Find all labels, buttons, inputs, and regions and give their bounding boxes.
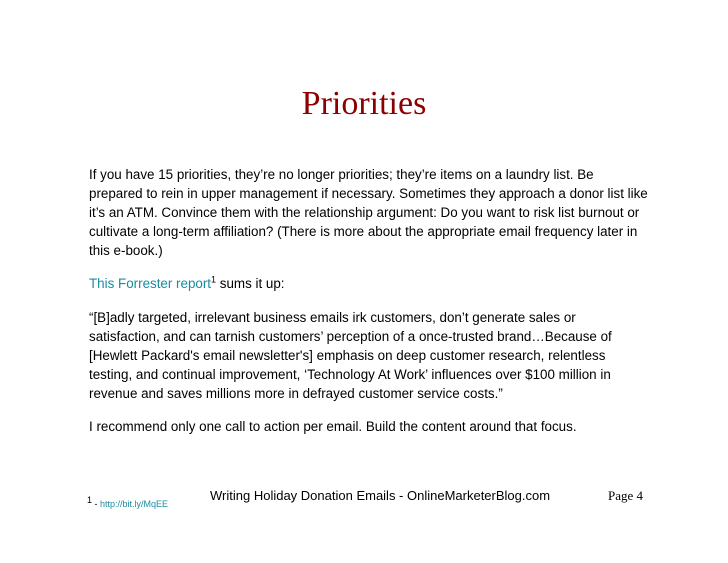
forrester-report-link[interactable]: This Forrester report [89,276,212,291]
quote-paragraph: “[B]adly targeted, irrelevant business emails irk customers, don’t generate sales or satisfaction, and can tarnish customers’ perception of a once-trusted brand…Because of [Hewlett Packard's email newsletter's] emphasis on deep customer research, relentless testing, and continual improvement, ‘Technology At Work’ influences over $100 million in revenue and saves millions more in defrayed customer service costs.” [89,310,612,401]
main-content [89,165,649,450]
footnote-link[interactable]: http://bit.ly/MqEE [100,499,169,509]
footnote-separator: - [92,499,101,509]
footnote-marker: 1 [87,495,93,505]
page-number: Page 4 [608,488,644,503]
paragraph-forrester-suffix: sums it up: [216,276,285,291]
paragraph-call-to-action: I recommend only one call to action per email. Build the content around that focus. [89,419,577,434]
footnote-reference: 1 [211,274,217,285]
footer-title: Writing Holiday Donation Emails - OnlineMarketerBlog.com [210,488,551,503]
page-title: Priorities [301,85,427,122]
paragraph-forrester [89,274,649,293]
footnote [87,495,169,510]
paragraph-priorities: If you have 15 priorities, they’re no longer priorities; they’re items on a laundry list. Be prepared to rein in upper management if necessary. Sometimes they approach a donor list like it’s an ATM. Convince them with the relationship argument: Do you want to risk list burnout or cultivate a long-term affiliation? (There is more about the appropriate email frequency later in this e-book.) [89,167,648,258]
